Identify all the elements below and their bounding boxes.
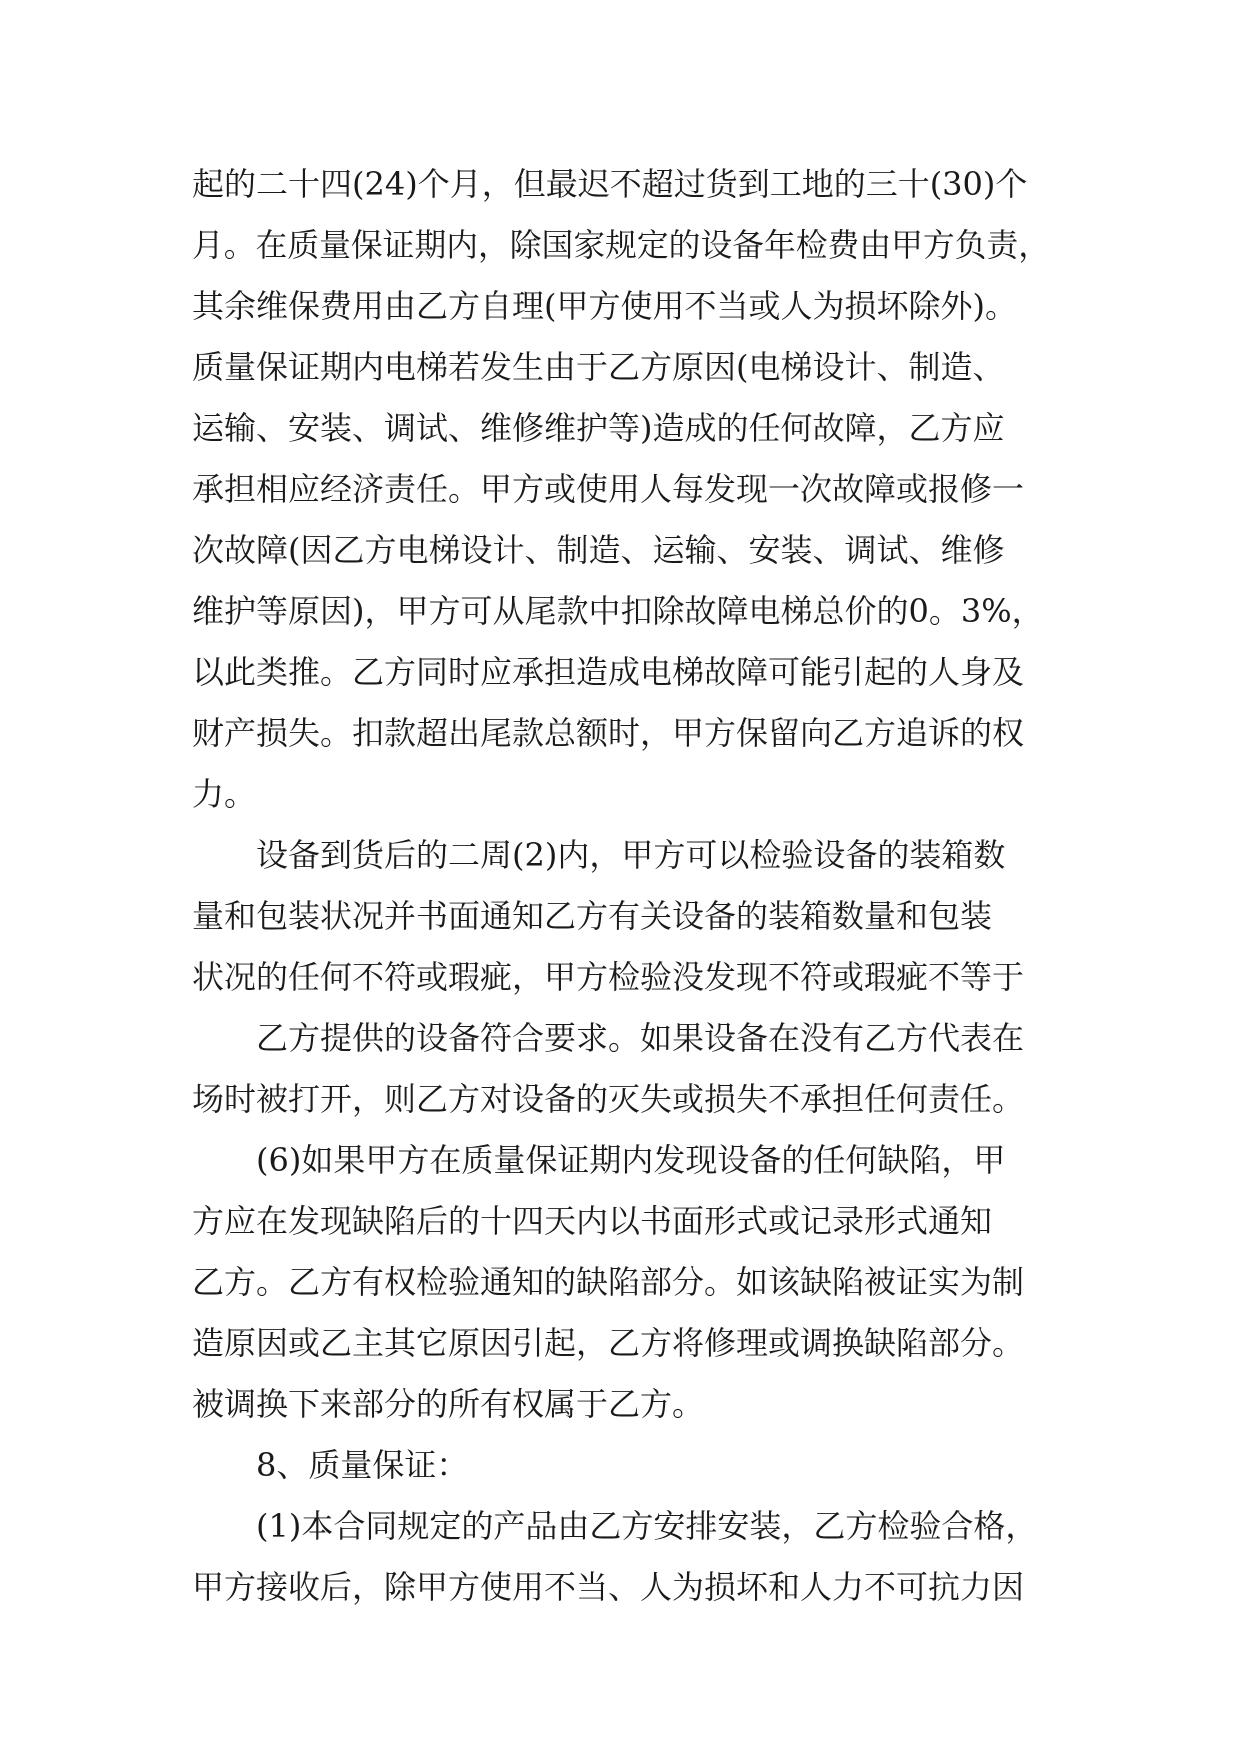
text-line: 财产损失。扣款超出尾款总额时，甲方保留向乙方追诉的权: [192, 714, 1025, 752]
text-line: 方应在发现缺陷后的十四天内以书面形式或记录形式通知: [192, 1202, 993, 1240]
text-line: 以此类推。乙方同时应承担造成电梯故障可能引起的人身及: [192, 653, 1025, 691]
text-line: 承担相应经济责任。甲方或使用人每发现一次故障或报修一: [192, 470, 1025, 508]
text-line: 运输、安装、调试、维修维护等)造成的任何故障，乙方应: [192, 409, 1005, 447]
text-line: 乙方。乙方有权检验通知的缺陷部分。如该缺陷被证实为制: [192, 1263, 1025, 1301]
text-line: 其余维保费用由乙方自理(甲方使用不当或人为损坏除外)。: [192, 287, 1017, 325]
text-line: (6)如果甲方在质量保证期内发现设备的任何缺陷，甲: [256, 1141, 1006, 1179]
text-line: 月。在质量保证期内，除国家规定的设备年检费由甲方负责，: [192, 226, 1051, 264]
text-line: (1)本合同规定的产品由乙方安排安装，乙方检验合格，: [256, 1507, 1038, 1545]
text-line: 乙方提供的设备符合要求。如果设备在没有乙方代表在: [256, 1019, 1025, 1057]
section-heading: 8、质量保证：: [256, 1446, 469, 1484]
text-line: 被调换下来部分的所有权属于乙方。: [192, 1385, 705, 1423]
text-line: 维护等原因)，甲方可从尾款中扣除故障电梯总价的0。3%，: [192, 592, 1044, 630]
text-line: 场时被打开，则乙方对设备的灭失或损失不承担任何责任。: [192, 1080, 1025, 1118]
text-line: 质量保证期内电梯若发生由于乙方原因(电梯设计、制造、: [192, 348, 1005, 386]
text-line: 量和包装状况并书面通知乙方有关设备的装箱数量和包装: [192, 897, 993, 935]
text-line: 力。: [192, 775, 257, 813]
text-line: 状况的任何不符或瑕疵，甲方检验没发现不符或瑕疵不等于: [192, 958, 1025, 996]
text-line: 造原因或乙主其它原因引起，乙方将修理或调换缺陷部分。: [192, 1324, 1025, 1362]
text-line: 起的二十四(24)个月，但最迟不超过货到工地的三十(30)个: [192, 165, 1028, 203]
text-line: 设备到货后的二周(2)内，甲方可以检验设备的装箱数: [256, 836, 1006, 874]
text-line: 次故障(因乙方电梯设计、制造、运输、安装、调试、维修: [192, 531, 1005, 569]
text-line: 甲方接收后，除甲方使用不当、人为损坏和人力不可抗力因: [192, 1568, 1025, 1606]
